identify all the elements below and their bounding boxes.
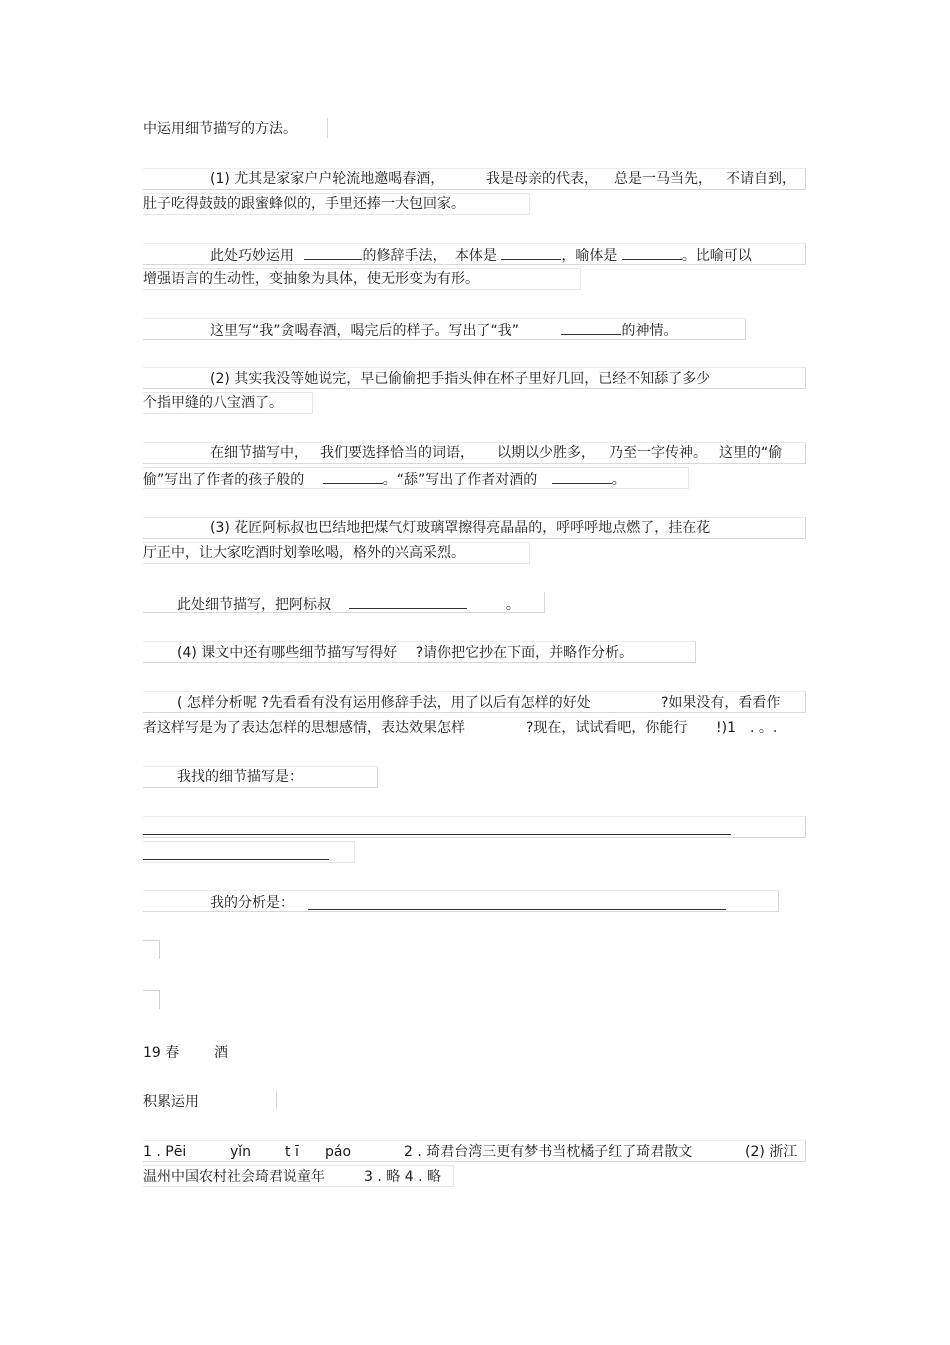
answer-blank[interactable] [304,245,362,260]
q2-d3: 。 [611,472,626,488]
q1-part-b: 我是母亲的代表， [486,171,598,187]
answer-1-pinyin-d: páo [325,1144,352,1160]
q1-f5: 。比喻可以 [681,248,752,264]
q2-c4: 乃至一字传神。 [609,445,707,461]
q1-g: 增强语言的生动性，变抽象为具体，使无形变为有形。 [143,271,479,287]
frame-corner [143,940,160,959]
q2-d2: 。“舔”写出了作者对酒的 [382,472,538,488]
answer-blank[interactable] [552,469,612,484]
answer-blank[interactable] [501,245,561,260]
answer-1-pinyin-c: t ī [285,1144,299,1160]
q1-f2: 的修辞手法， [362,248,447,264]
q1-h1: 这里写“我”贪喝春酒，喝完后的样子。写出了“我” [210,323,520,339]
found-answer-line-1[interactable] [143,820,731,835]
question-1-text [210,170,444,188]
hint-b4: . 。. [750,720,778,736]
intro-line: 中运用细节描写的方法。 [143,121,297,137]
answer-blank[interactable] [622,245,682,260]
q3-c1: 此处细节描写，把阿标叔 [177,597,331,613]
lesson-title-num: 19 春 [143,1045,180,1061]
q3-c2: 。 [505,597,520,613]
answer-2-part2: (2) 浙江 [745,1144,798,1160]
hint-b1: 者这样写是为了表达怎样的思想感情，表达效果怎样 [143,720,465,736]
answer-2-cont: 温州中国农村社会琦君说童年 [143,1169,325,1185]
hint-a1: ( 怎样分析呢 ?先看看有没有运用修辞手法，用了以后有怎样的好处 [177,695,591,711]
q3-b: 厅正中，让大家吃酒时划拳吆喝，格外的兴高采烈。 [143,545,465,561]
q1-f3: 本体是 [454,248,497,264]
hint-b3: !)1 [716,720,736,736]
q2-c3: 以期以少胜多， [497,445,595,461]
q1-f4: ，喻体是 [561,248,618,264]
hint-a2: ?如果没有，看看作 [661,695,781,711]
q2-d1: 偷”写出了作者的孩子般的 [143,472,305,488]
answer-1-pinyin-b: yǐn [230,1144,252,1160]
question-3-text: (3) 花匠阿标叔也巴结地把煤气灯玻璃罩擦得亮晶晶的，呼呼呼地点燃了，挂在花 [210,520,711,536]
found-answer-line-2[interactable] [143,845,329,860]
frame-corner [143,990,160,1009]
section-heading: 积累运用 [143,1094,199,1110]
found-label: 我找的细节描写是： [177,769,303,785]
answer-blank[interactable] [323,469,383,484]
question-4-text: (4) 课文中还有哪些细节描写写得好 ?请你把它抄在下面，并略作分析。 [177,645,634,661]
answer-blank[interactable] [349,594,467,609]
q2-c2: 我们要选择恰当的词语， [320,445,474,461]
q1-part-d: 不请自到， [726,171,796,187]
q1-part-a: (1) 尤其是家家户户轮流地邀喝春酒， [210,171,445,187]
q1-h-line [210,320,677,340]
q2-c1: 在细节描写中， [210,445,308,461]
q3-c-line [177,594,520,614]
q2-c5: 这里的“偷 [719,445,783,461]
analysis-label: 我的分析是： [210,895,294,911]
question-2-text: (2) 其实我没等她说完，早已偷偷把手指头伸在杯子里好几回，已经不知舔了多少 [210,371,711,387]
answer-2: 2 . 琦君台湾三更有梦书当枕橘子红了琦君散文 [404,1144,693,1160]
analysis-answer-line[interactable] [308,895,726,910]
q1-part-e: 肚子吃得鼓鼓的跟蜜蜂似的，手里还捧一大包回家。 [143,196,465,212]
answer-3-4: 3 . 略 4 . 略 [364,1169,441,1185]
lesson-title-char: 酒 [214,1045,228,1061]
q1-part-c: 总是一马当先， [614,171,712,187]
q2-b: 个指甲缝的八宝酒了。 [143,395,283,411]
q1-h2: 的神情。 [621,323,678,339]
answer-blank[interactable] [561,320,621,335]
q1-f1: 此处巧妙运用 [210,248,294,264]
hint-b2: ?现在，试试看吧，你能行 [526,720,688,736]
q1-rhetoric-line [210,245,752,265]
q2-d-line [143,469,626,489]
answer-1-pinyin-a: 1 . Pēi [143,1144,187,1160]
